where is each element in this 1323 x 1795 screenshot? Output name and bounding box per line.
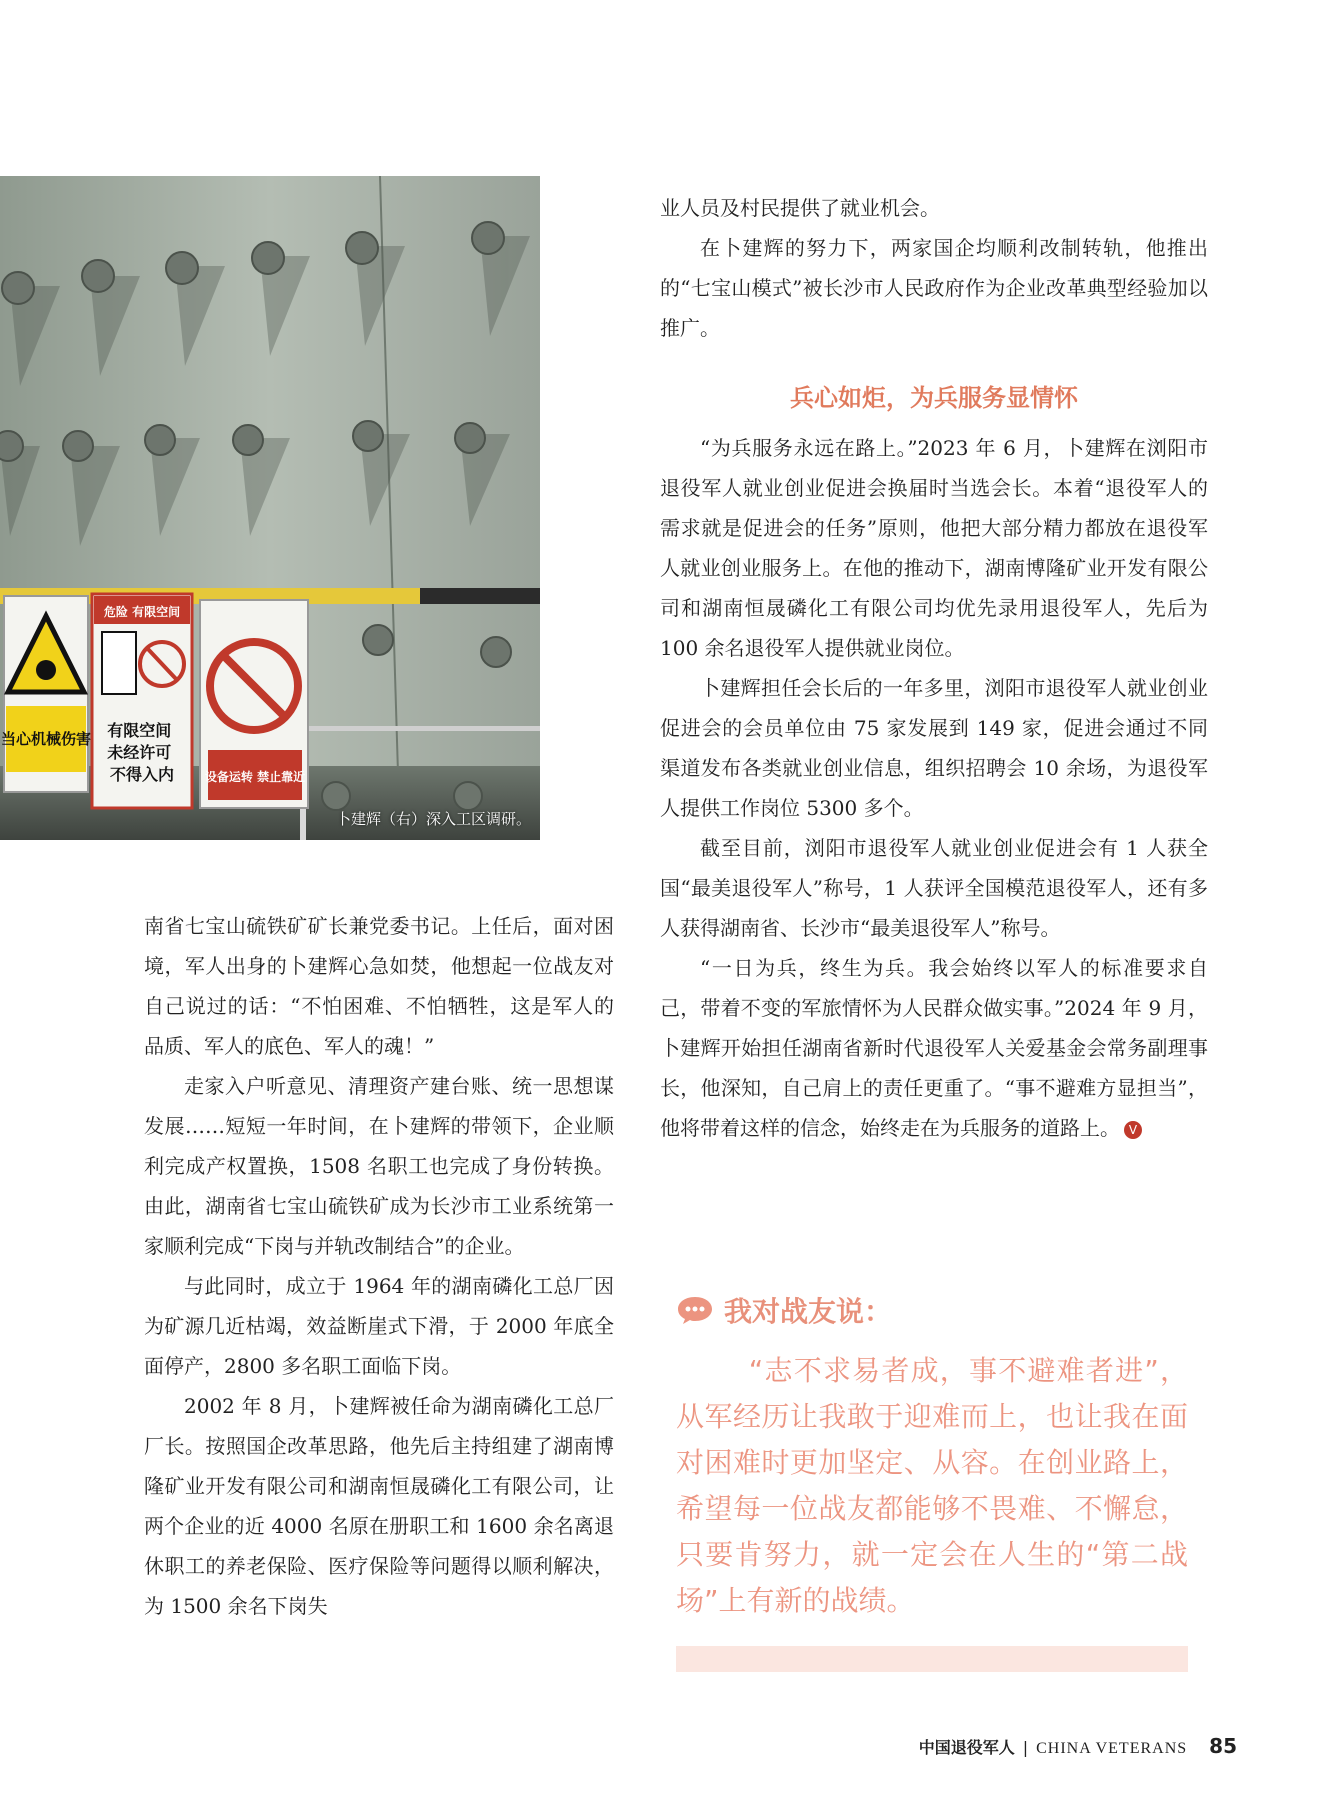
warning-sign-machinery [1,596,91,792]
right-column-bottom [660,428,1208,1148]
page-number: 85 [1209,1734,1237,1758]
photo-illustration [0,176,540,840]
right-paragraph-1: 业人员及村民提供了就业机会。 [660,196,940,220]
magazine-english-name: CHINA VETERANS [1036,1740,1188,1757]
warning-sign-equipment [200,600,308,808]
right-paragraph-3: “为兵服务永远在路上。”2023 年 6 月，卜建辉在浏阳市退役军人就业创业促进会换届时当选会长。本着“退役军人的需求就是促进会的任务”原则，他把大部分精力都放在退役军人就业创业服务上。在他的推动下，湖南博隆矿业开发有限公司和湖南恒晟磷化工有限公司均优先录用退役军人，先后为 100 余名退役军人提供就业岗位。 [660,436,1208,660]
svg-text:有限空间 未经许可 不得入内 [107,721,177,784]
quote-heading: 我对战友说： [724,1295,893,1328]
right-paragraph-6: “一日为兵，终生为兵。我会始终以军人的标准要求自己，带着不变的军旅情怀为人民群众做实事。”2024 年 9 月，卜建辉开始担任湖南省新时代退役军人关爱基金会常务副理事长，他深知，自己肩上的责任更重了。“事不避难方显担当”，他将带着这样的信念，始终走在为兵服务的道路上。 [660,956,1208,1140]
sign-equipment-text: 设备运转 禁止靠近 [204,770,306,784]
left-paragraph-3: 与此同时，成立于 1964 年的湖南磷化工总厂因为矿源几近枯竭，效益断崖式下滑，于 2000 年底全面停产，2800 多名职工面临下岗。 [144,1274,614,1378]
quote-decorative-bar [676,1646,1188,1672]
sign-confined-line-3: 不得入内 [109,765,175,784]
sign-confined-header: 危险 有限空间 [103,605,181,619]
footer-separator: | [1022,1738,1029,1757]
right-paragraph-2: 在卜建辉的努力下，两家国企均顺利改制转轨，他推出的“七宝山模式”被长沙市人民政府作为企业改革典型经验加以推广。 [660,236,1208,340]
left-paragraph-2: 走家入户听意见、清理资产建台账、统一思想谋发展……短短一年时间，在卜建辉的带领下，企业顺利完成产权置换，1508 名职工也完成了身份转换。由此，湖南省七宝山硫铁矿成为长沙市工业系统第一家顺利完成“下岗与并轨改制结合”的企业。 [144,1074,614,1258]
quote-text: “志不求易者成，事不避难者进”，从军经历让我敢于迎难而上，也让我在面对困难时更加坚定、从容。在创业路上，希望每一位战友都能够不畏难、不懈怠，只要肯努力，就一定会在人生的“第二战场”上有新的战绩。 [676,1354,1188,1617]
section-heading: 兵心如炬，为兵服务显情怀 [790,383,1078,412]
left-paragraph-1: 南省七宝山硫铁矿矿长兼党委书记。上任后，面对困境，军人出身的卜建辉心急如焚，他想起一位战友对自己说过的话：“不怕困难、不怕牺牲，这是军人的品质、军人的底色、军人的魂！” [144,914,614,1058]
magazine-name: 中国退役军人 [918,1738,1015,1757]
right-column-top [660,188,1208,348]
sign-machinery-text: 当心机械伤害 [0,730,92,748]
article-photo [0,176,540,840]
page-footer [919,1734,1237,1758]
photo-caption: 卜建辉（右）深入工区调研。 [336,810,532,828]
speech-bubble-icon [676,1295,714,1325]
warning-sign-confined-space [92,594,192,808]
left-column [144,906,614,1626]
quote-box [676,1290,1188,1690]
right-paragraph-5: 截至目前，浏阳市退役军人就业创业促进会有 1 人获全国“最美退役军人”称号，1 人获评全国模范退役军人，还有多人获得湖南省、长沙市“最美退役军人”称号。 [660,836,1208,940]
left-paragraph-4: 2002 年 8 月，卜建辉被任命为湖南磷化工总厂厂长。按照国企改革思路，他先后主持组建了湖南博隆矿业开发有限公司和湖南恒晟磷化工有限公司，让两个企业的近 4000 名原在册职工和 1600 余名离退休职工的养老保险、医疗保险等问题得以顺利解决，为 1500 余名下岗失 [144,1394,614,1618]
article-end-icon: V [1124,1121,1142,1139]
sign-confined-line-1: 有限空间 [107,721,172,740]
quote-header [676,1290,1188,1330]
sign-confined-line-2: 未经许可 [107,743,172,762]
right-paragraph-4: 卜建辉担任会长后的一年多里，浏阳市退役军人就业创业促进会的会员单位由 75 家发展到 149 家，促进会通过不同渠道发布各类就业创业信息，组织招聘会 10 余场，为退役军人提供工作岗位 5300 多个。 [660,676,1208,820]
